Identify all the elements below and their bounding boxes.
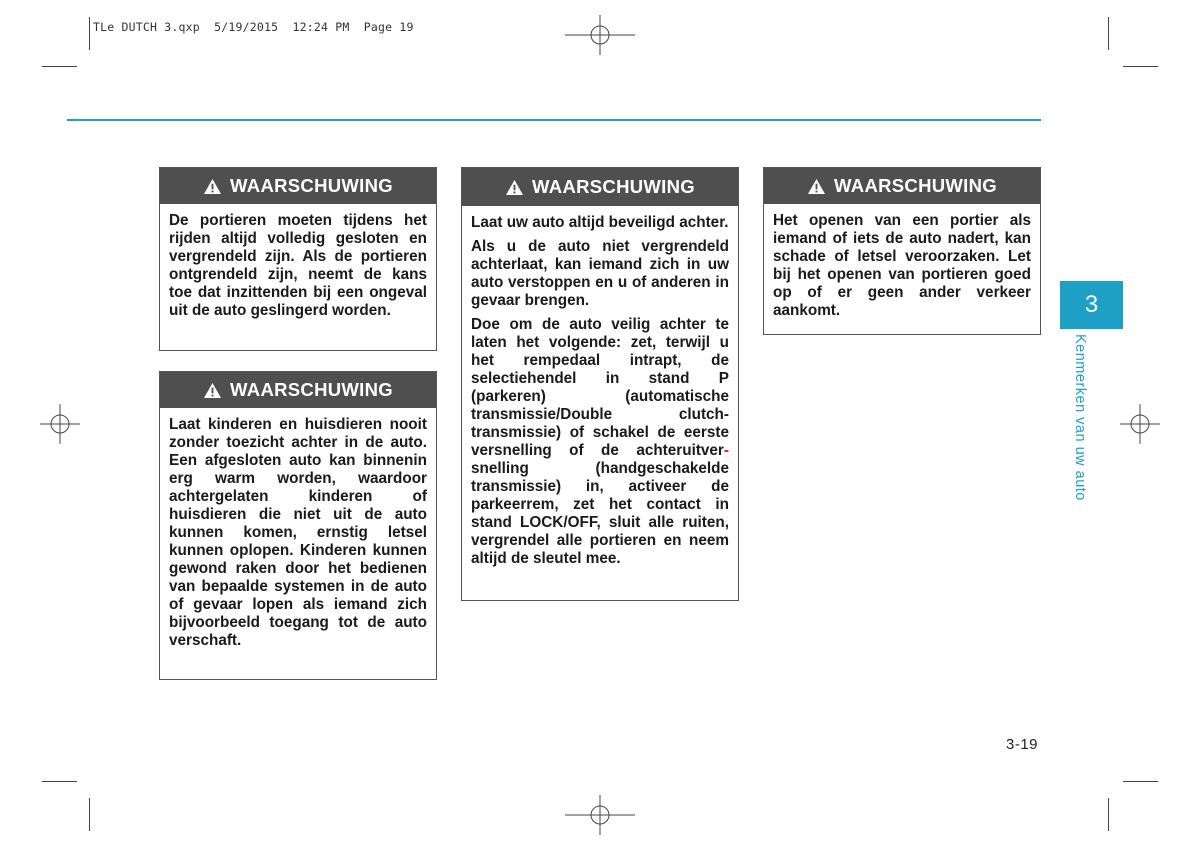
warning-triangle-icon xyxy=(807,178,826,195)
header-rule xyxy=(67,119,1041,121)
chapter-tab: 3 xyxy=(1060,281,1123,329)
warning-triangle-icon xyxy=(203,178,222,195)
warning-text: Het openen van een portier als iemand of iets de auto nadert, kan schade of letsel veroorzaken. Let bij het openen van portieren goed op of er geen ander verkeer aankomt. xyxy=(773,212,1031,319)
warning-title: WAARSCHUWING xyxy=(230,175,393,196)
warning-box-openen xyxy=(763,167,1041,335)
registration-mark-top-icon xyxy=(565,15,635,55)
registration-mark-bottom-icon xyxy=(565,795,635,835)
crop-mark-tr-h xyxy=(1123,66,1158,67)
warning-triangle-icon xyxy=(505,179,524,196)
warning-text: Doe om de auto veilig achter te laten het volgende: zet, terwijl u het rempedaal intrapt, de selectiehendel in stand P (parkeren) (automatische transmissie/Double clutch-transmissie) of schakel de eerste versnelling of de achteruitver-snelling (handgeschakelde transmissie) in, activeer de parkeerrem, zet het contact in stand LOCK/OFF, sluit alle ruiten, vergrendel alle portieren en neem altijd de sleutel mee. xyxy=(471,316,729,567)
warning-triangle-icon xyxy=(203,382,222,399)
warning-box-kinderen xyxy=(159,371,437,680)
crop-mark-br-v xyxy=(1108,798,1109,831)
crop-mark-tr-v xyxy=(1108,17,1109,50)
warning-title: WAARSCHUWING xyxy=(230,379,393,400)
crop-mark-bl-v xyxy=(89,798,90,831)
warning-title: WAARSCHUWING xyxy=(532,176,695,197)
crop-mark-tl-v xyxy=(89,17,90,50)
page-number: 3-19 xyxy=(1006,736,1039,753)
warning-text: Als u de auto niet vergrendeld achterlaat, kan iemand zich in uw auto verstoppen en u of anderen in gevaar brengen. xyxy=(471,238,729,309)
crop-mark-br-h xyxy=(1123,781,1158,782)
chapter-title: Kenmerken van uw auto xyxy=(1072,334,1088,501)
warning-text: Laat kinderen en huisdieren nooit zonder toezicht achter in de auto. Een afgesloten auto kan binnenin erg warm worden, waardoor achtergelaten kinderen of huisdieren die niet uit de auto kunnen komen, ernstig letsel kunnen oplopen. Kinderen kunnen gewond raken door het bedienen van bepaalde systemen in de auto of gevaar lopen als iemand zich bijvoorbeeld toegang tot de auto verschaft. xyxy=(169,416,427,649)
warning-header xyxy=(764,168,1040,204)
warning-header xyxy=(160,168,436,204)
warning-text: De portieren moeten tijdens het rijden altijd volledig gesloten en vergrendeld zijn. Als de portieren ontgrendeld zijn, neemt de kans toe dat inzittenden bij een ongeval uit de auto geslingerd worden. xyxy=(169,212,427,319)
warning-header xyxy=(462,168,738,206)
warning-text: Laat uw auto altijd beveiligd achter. xyxy=(471,214,729,231)
warning-body xyxy=(160,204,436,328)
warning-box-beveiligd xyxy=(461,167,739,601)
registration-mark-right-icon xyxy=(1120,404,1160,444)
warning-body xyxy=(764,204,1040,328)
warning-box-portieren xyxy=(159,167,437,351)
hyphen-mark: - xyxy=(723,442,729,459)
crop-mark-bl-h xyxy=(42,781,77,782)
warning-body xyxy=(462,206,738,576)
print-slug: TLe DUTCH 3.qxp 5/19/2015 12:24 PM Page 19 xyxy=(93,20,414,34)
warning-body xyxy=(160,408,436,658)
warning-title: WAARSCHUWING xyxy=(834,175,997,196)
warning-header xyxy=(160,372,436,408)
registration-mark-left-icon xyxy=(40,404,80,444)
crop-mark-tl-h xyxy=(42,66,77,67)
